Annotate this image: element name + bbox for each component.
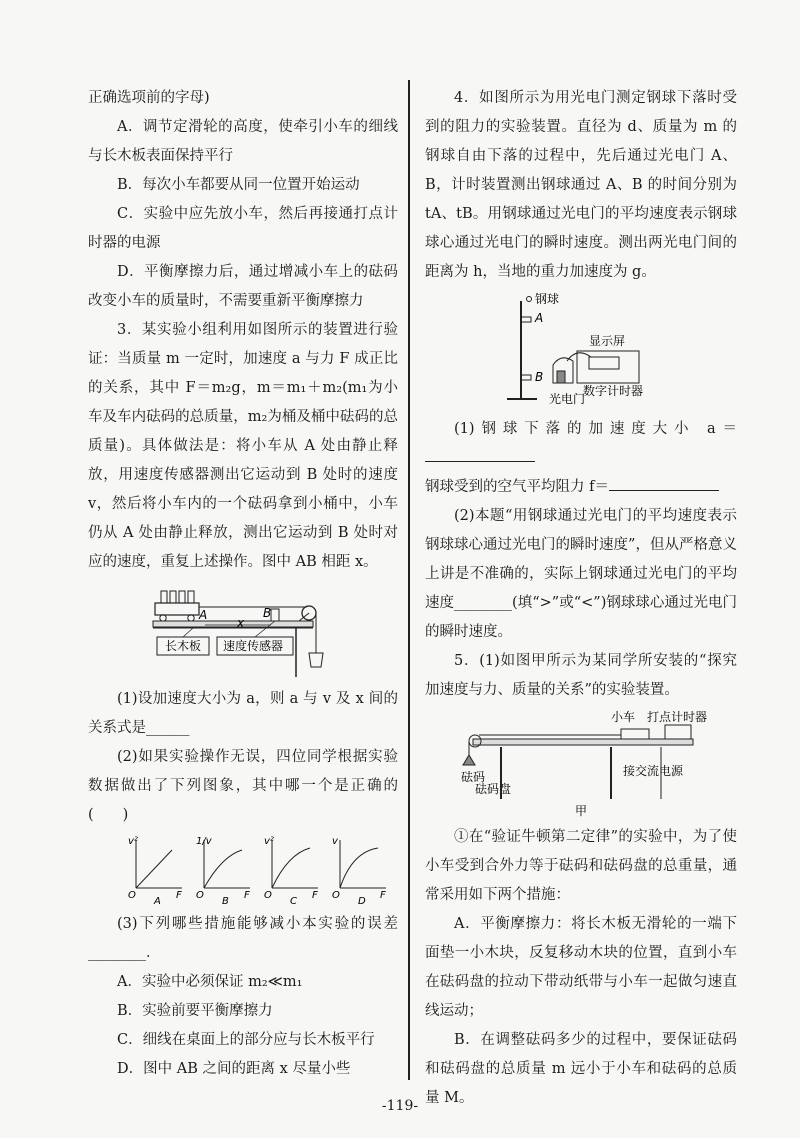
graph-d-origin: O [332, 890, 340, 901]
label-speed-sensor: 速度传感器 [223, 639, 284, 653]
question-5: 5．(1)如图甲所示为某同学所安装的“探究加速度与力、质量的关系”的实验装置。 [425, 653, 737, 698]
graph-a-ylabel: v² [128, 836, 138, 847]
graph-b [196, 836, 252, 906]
graph-a [128, 836, 184, 906]
question-3: 3．某实验小组利用如图所示的装置进行验证：当质量 m 一定时，加速度 a 与力 F 成正比的关系，其中 F＝m₂g，m＝m₁＋m₂(m₁为小车及车内砝码的总质量，m₂为桶及桶中砝码的总质量)。具体做法是：将小车从 A 处由静止释放，用速度传感器测出它运动到 B 处时的速度 v，然后将小车内的一个砝码拿到小桶中，小车仍从 A 处由静止释放，测出它运动到 B 处时对应的速度，重复上述操作。图中 AB 相距 x。 [88, 322, 398, 570]
q4-sub-1b: 钢球受到的空气平均阻力 f＝ [425, 473, 737, 502]
option-a: A．调节定滑轮的高度，使牵引小车的细线与长木板表面保持平行 [88, 119, 398, 164]
graph-d-ylabel: v [332, 836, 338, 847]
q4-sub-2: (2)本题“用钢球通过光电门的平均速度表示钢球球心通过光电门的瞬时速度”，但从严格意义上讲是不准确的，实际上钢球通过光电门的平均速度________(填“>”或“<”)钢球球心通过光电门的瞬时速度。 [425, 508, 737, 640]
graph-c-caption: C [290, 896, 297, 907]
label-point-b: B [263, 606, 272, 620]
graph-options [88, 830, 398, 910]
q5-note-1: ①在“验证牛顿第二定律”的实验中，为了使小车受到合外力等于砝码和砝码盘的总重量，通常采用如下两个措施： [425, 829, 737, 903]
graph-d [332, 836, 388, 906]
label-ac-power: 接交流电源 [623, 764, 684, 778]
q4-sub-1a: (1)钢球下落的加速度大小 a＝ [425, 415, 737, 473]
option-c: C．实验中应先放小车，然后再接通打点计时器的电源 [88, 206, 398, 251]
label-distance-x: x [237, 616, 245, 630]
label-point-a: A [199, 608, 208, 622]
graph-d-xlabel: F [380, 890, 386, 901]
figure-caption: 甲 [575, 804, 588, 818]
sub-option-c: C．细线在桌面上的部分应与长木板平行 [117, 1032, 375, 1048]
graph-c-origin: O [264, 890, 272, 901]
label-long-board: 长木板 [165, 639, 202, 653]
label-weight: 砝码 [461, 770, 486, 784]
graph-a-caption: A [154, 896, 161, 907]
label-gate-a: A [535, 311, 544, 325]
sub-question-1: (1)设加速度大小为 a，则 a 与 v 及 x 间的关系式是______ [88, 691, 398, 736]
graph-c-xlabel: F [312, 890, 318, 901]
page-number: -119- [381, 1098, 419, 1114]
graph-a-xlabel: F [176, 890, 182, 901]
graph-b-xlabel: F [244, 890, 250, 901]
sub-option-a: A．实验中必须保证 m₂≪m₁ [117, 974, 303, 990]
graph-b-origin: O [196, 890, 204, 901]
label-gate-b: B [535, 370, 544, 384]
graph-d-caption: D [358, 896, 366, 907]
label-digital-timer: 数字计时器 [583, 384, 644, 398]
graph-b-caption: B [222, 896, 229, 907]
q5-measure-a: A．平衡摩擦力：将长木板无滑轮的一端下面垫一小木块，反复移动木块的位置，直到小车在砝码盘的拉动下带动纸带与小车一起做匀速直线运动； [425, 916, 737, 1019]
label-steel-ball: 钢球 [535, 292, 560, 306]
sub-option-b: B．实验前要平衡摩擦力 [117, 1003, 273, 1019]
right-column [425, 84, 737, 1113]
cart-apparatus-figure [153, 581, 333, 681]
option-d: D．平衡摩擦力后，通过增减小车上的砝码改变小车的质量时，不需要重新平衡摩擦力 [88, 264, 398, 309]
sub-option-d: D．图中 AB 之间的距离 x 尽量小些 [117, 1061, 351, 1077]
q5-measure-b: B．在调整砝码多少的过程中，要保证砝码和砝码盘的总质量 m 远小于小车和砝码的总质量 M。 [425, 1032, 737, 1106]
cart-timer-figure [461, 709, 708, 819]
sub-question-3: (3)下列哪些措施能够减小本实验的误差________． [88, 916, 398, 961]
question-tail: 正确选项前的字母) [88, 90, 210, 106]
photogate-figure [501, 291, 661, 411]
option-b: B．每次小车都要从同一位置开始运动 [117, 177, 360, 193]
column-divider [408, 80, 410, 1080]
graph-c-ylabel: v² [264, 836, 274, 847]
label-pan: 砝码盘 [475, 782, 512, 796]
graph-a-origin: O [128, 890, 136, 901]
question-4: 4．如图所示为用光电门测定钢球下落时受到的阻力的实验装置。直径为 d、质量为 m 的钢球自由下落的过程中，先后通过光电门 A、B，计时装置测出钢球通过 A、B 的时间分别为 tA、tB。用钢球通过光电门的平均速度表示钢球球心通过光电门的瞬时速度。测出两光电门间的距离为 h，当地的重力加速度为 g。 [425, 90, 737, 280]
label-photogate: 光电门 [549, 392, 586, 406]
graph-b-ylabel: 1/v [196, 836, 212, 847]
left-column [88, 84, 398, 1084]
sub-question-2: (2)如果实验操作无误，四位同学根据实验数据做出了下列图象，其中哪一个是正确的( ) [88, 749, 398, 823]
graph-c [264, 836, 320, 906]
label-tick-timer: 打点计时器 [647, 710, 708, 724]
label-cart: 小车 [611, 710, 636, 724]
label-display: 显示屏 [589, 334, 626, 348]
